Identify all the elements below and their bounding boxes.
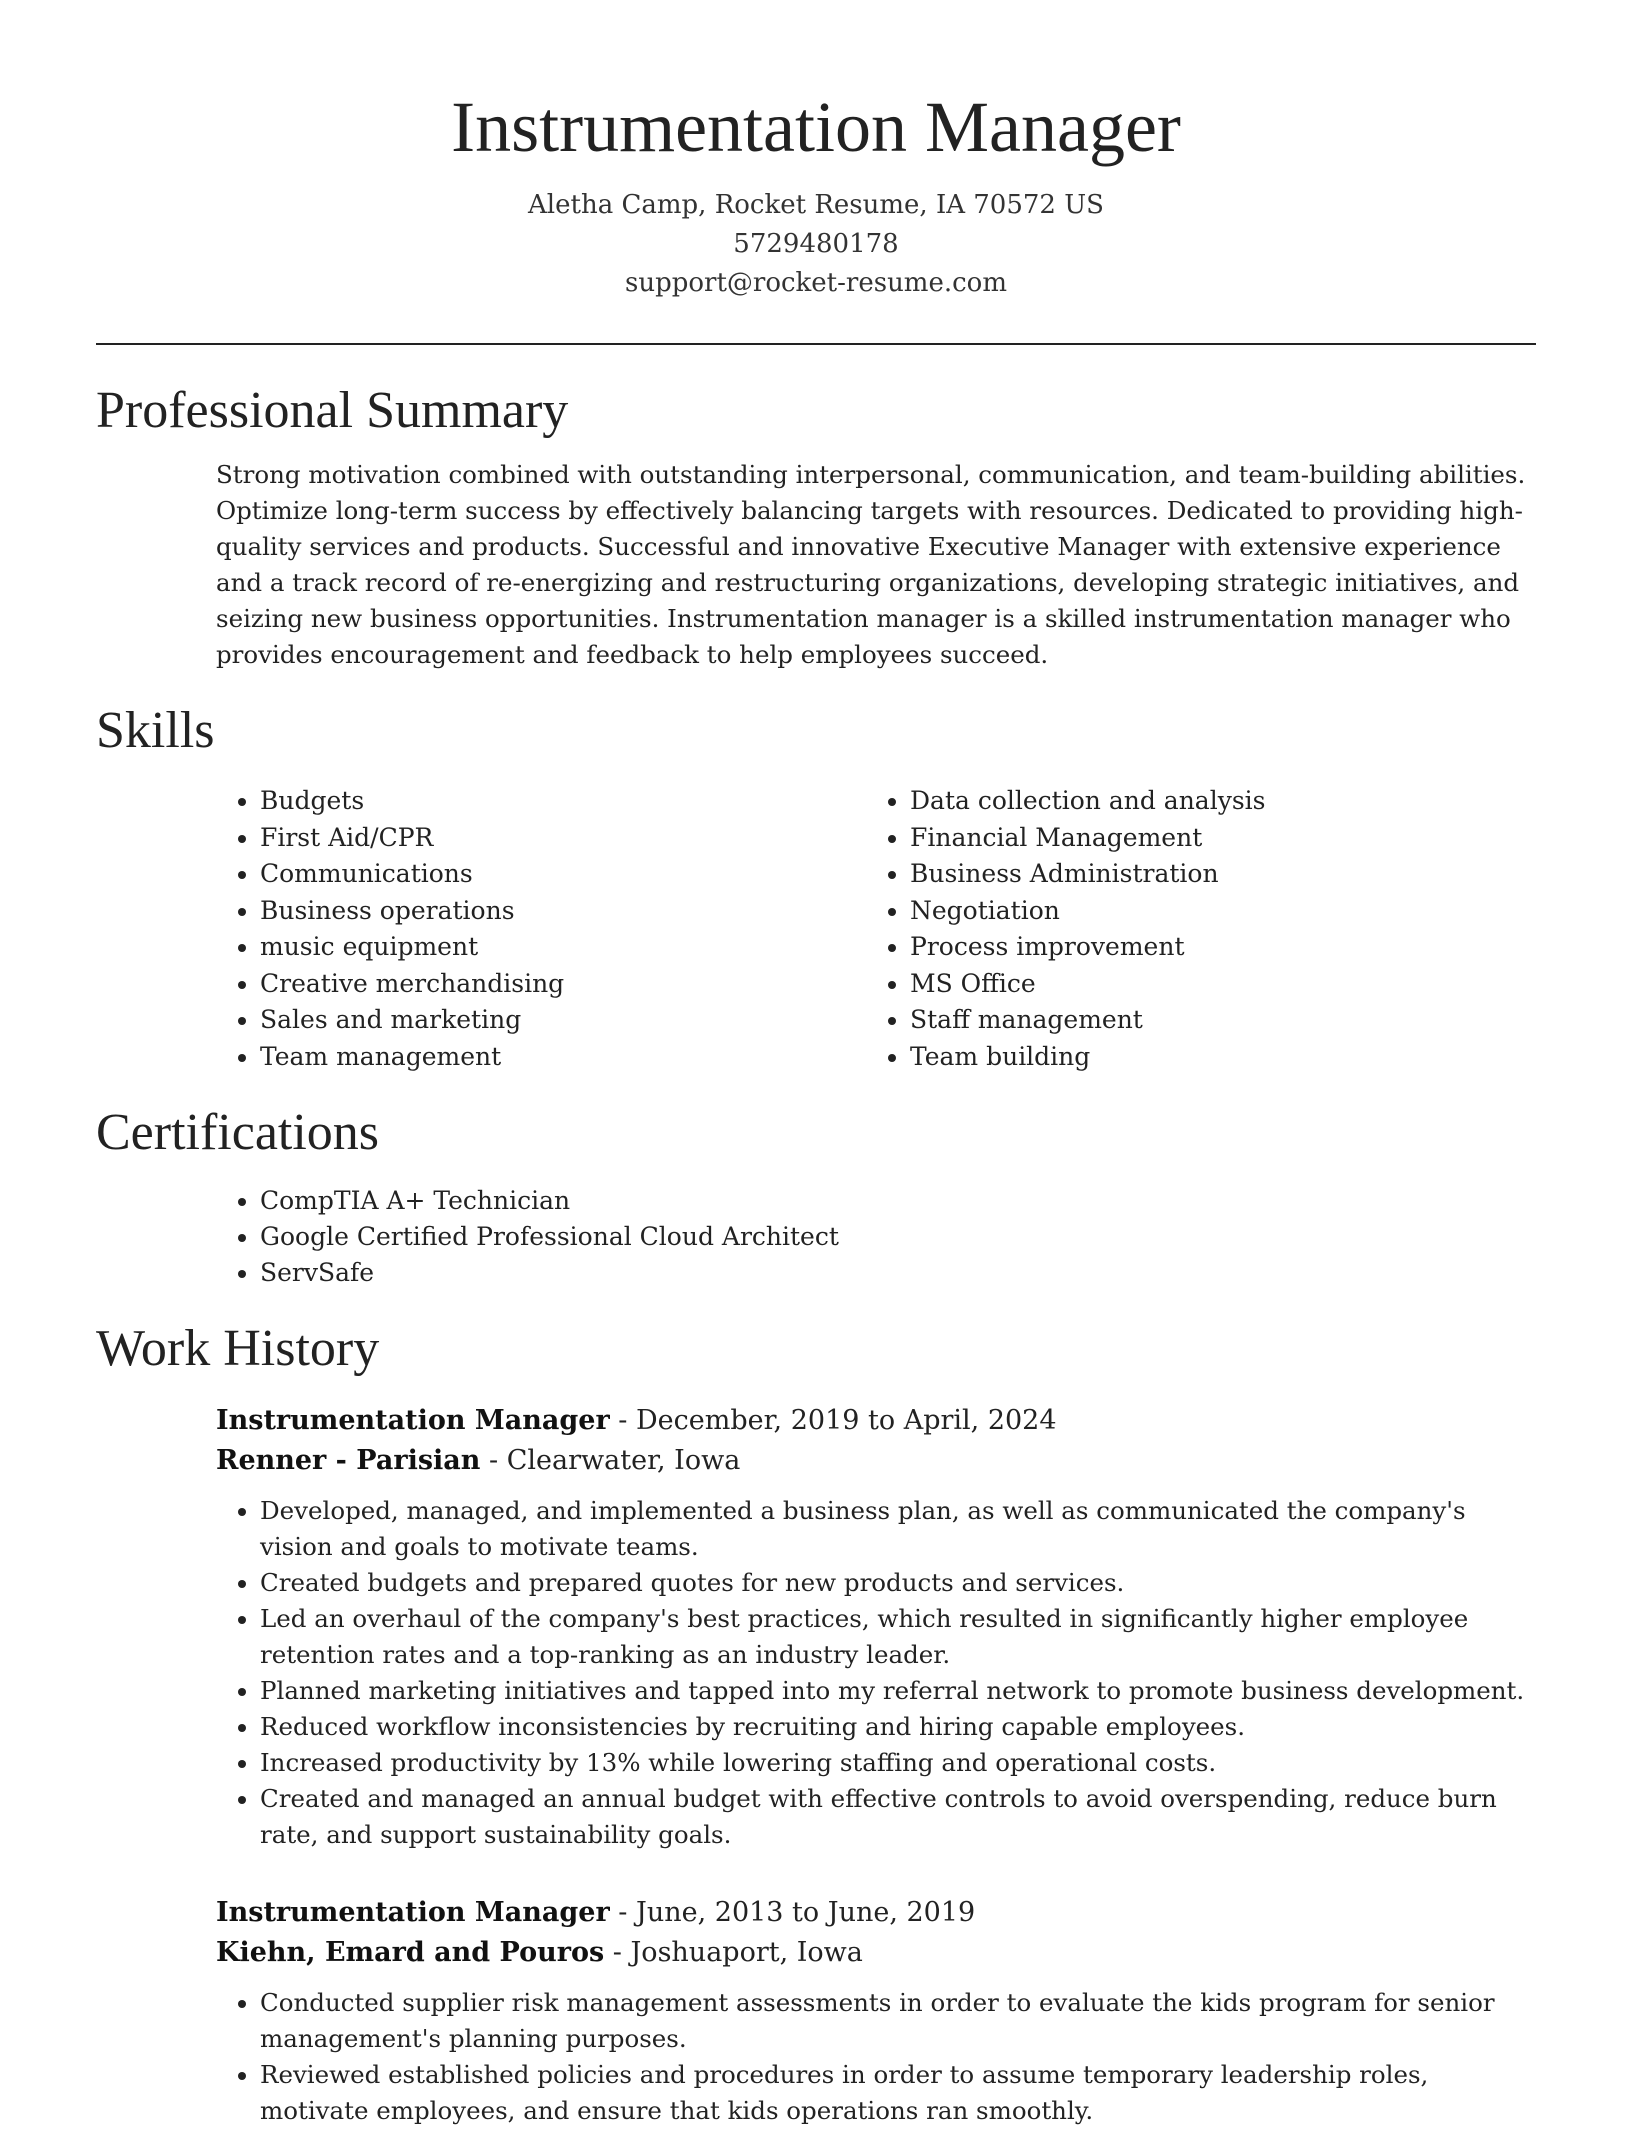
job-bullets — [216, 1985, 1536, 2129]
page-title: Instrumentation Manager — [451, 87, 1181, 167]
list-item: • Negotiation — [910, 893, 1265, 930]
section-title-summary: Professional Summary — [96, 382, 569, 439]
list-item: • Planned marketing initiatives and tapped into my referral network to promote business development. — [260, 1673, 1536, 1709]
list-item: • Sales and marketing — [260, 1002, 866, 1039]
list-item: • Led an overhaul of the company's best practices, which resulted in significantly higher employee retention rates and a top-ranking as an industry leader. — [260, 1601, 1536, 1673]
separator: - — [612, 1937, 631, 1968]
list-item: • Creative merchandising — [260, 966, 866, 1003]
list-item: • Created and managed an annual budget with effective controls to avoid overspending, reduce burn rate, and support sustainability goals. — [260, 1781, 1536, 1853]
separator: - — [618, 1405, 637, 1436]
list-item: • Business Administration — [910, 856, 1265, 893]
address: Aletha Camp, Rocket Resume, IA 70572 US — [528, 190, 1104, 220]
list-item: • Staff management — [910, 1002, 1265, 1039]
job-title-line — [216, 1401, 1536, 1441]
list-item: • Communications — [260, 856, 866, 893]
header-divider — [96, 343, 1536, 345]
resume-header — [96, 0, 1536, 303]
job-dates: December, 2019 to April, 2024 — [636, 1405, 1057, 1436]
list-item: • Created budgets and prepared quotes for new products and services. — [260, 1565, 1536, 1601]
email: support@rocket-resume.com — [624, 268, 1007, 298]
list-item: • Financial Management — [910, 820, 1265, 857]
list-item: • First Aid/CPR — [260, 820, 866, 857]
certifications-list — [216, 1183, 1536, 1291]
list-item: • Process improvement — [910, 929, 1265, 966]
job-title: Instrumentation Manager — [216, 1405, 610, 1436]
skills-column-right — [866, 783, 1265, 1075]
separator: - — [489, 1445, 507, 1476]
job-title-line — [216, 1893, 1536, 1933]
job-entry — [216, 1401, 1536, 1853]
job-entry — [216, 1893, 1536, 2129]
separator: - — [618, 1897, 637, 1928]
list-item: • music equipment — [260, 929, 866, 966]
list-item: • Business operations — [260, 893, 866, 930]
job-company-line — [216, 1933, 1536, 1973]
job-company-line — [216, 1441, 1536, 1481]
skills-list — [216, 783, 1536, 1075]
job-location: Clearwater, Iowa — [506, 1445, 741, 1476]
job-dates: June, 2013 to June, 2019 — [636, 1897, 976, 1928]
summary-text: Strong motivation combined with outstanding interpersonal, communication, and team-building abilities. Optimize long-term success by effectively balancing targets with resources. Dedicated to providing high-quality services and products. Successful and innovative Executive Manager with extensive experience and a track record of re-energizing and restructuring organizations, developing strategic initiatives, and seizing new business opportunities. Instrumentation manager is a skilled instrumentation manager who provides encouragement and feedback to help employees succeed. — [216, 460, 1526, 669]
job-bullets — [216, 1493, 1536, 1853]
list-item: • Developed, managed, and implemented a business plan, as well as communicated the company's vision and goals to motivate teams. — [260, 1493, 1536, 1565]
contact-info — [96, 186, 1536, 303]
job-title: Instrumentation Manager — [216, 1897, 610, 1928]
list-item: • MS Office — [910, 966, 1265, 1003]
section-title-certifications: Certifications — [96, 1104, 380, 1161]
job-company: Kiehn, Emard and Pouros — [216, 1937, 605, 1968]
list-item: • Team management — [260, 1039, 866, 1076]
list-item: • Data collection and analysis — [910, 783, 1265, 820]
job-location: Joshuaport, Iowa — [630, 1937, 863, 1968]
phone: 5729480178 — [733, 229, 899, 259]
job-company: Renner - Parisian — [216, 1445, 481, 1476]
list-item: • Increased productivity by 13% while lowering staffing and operational costs. — [260, 1745, 1536, 1781]
list-item: • Reviewed established policies and procedures in order to assume temporary leadership roles, motivate employees, and ensure that kids operations ran smoothly. — [260, 2057, 1536, 2129]
list-item: • Conducted supplier risk management assessments in order to evaluate the kids program for senior management's planning purposes. — [260, 1985, 1536, 2057]
list-item: • Reduced workflow inconsistencies by recruiting and hiring capable employees. — [260, 1709, 1536, 1745]
skills-column-left — [216, 783, 866, 1075]
list-item: • ServSafe — [260, 1255, 1536, 1291]
section-title-skills: Skills — [96, 702, 215, 759]
list-item: • Team building — [910, 1039, 1265, 1076]
section-title-work-history: Work History — [96, 1320, 380, 1377]
list-item: • CompTIA A+ Technician — [260, 1183, 1536, 1219]
list-item: • Budgets — [260, 783, 866, 820]
list-item: • Google Certified Professional Cloud Architect — [260, 1219, 1536, 1255]
